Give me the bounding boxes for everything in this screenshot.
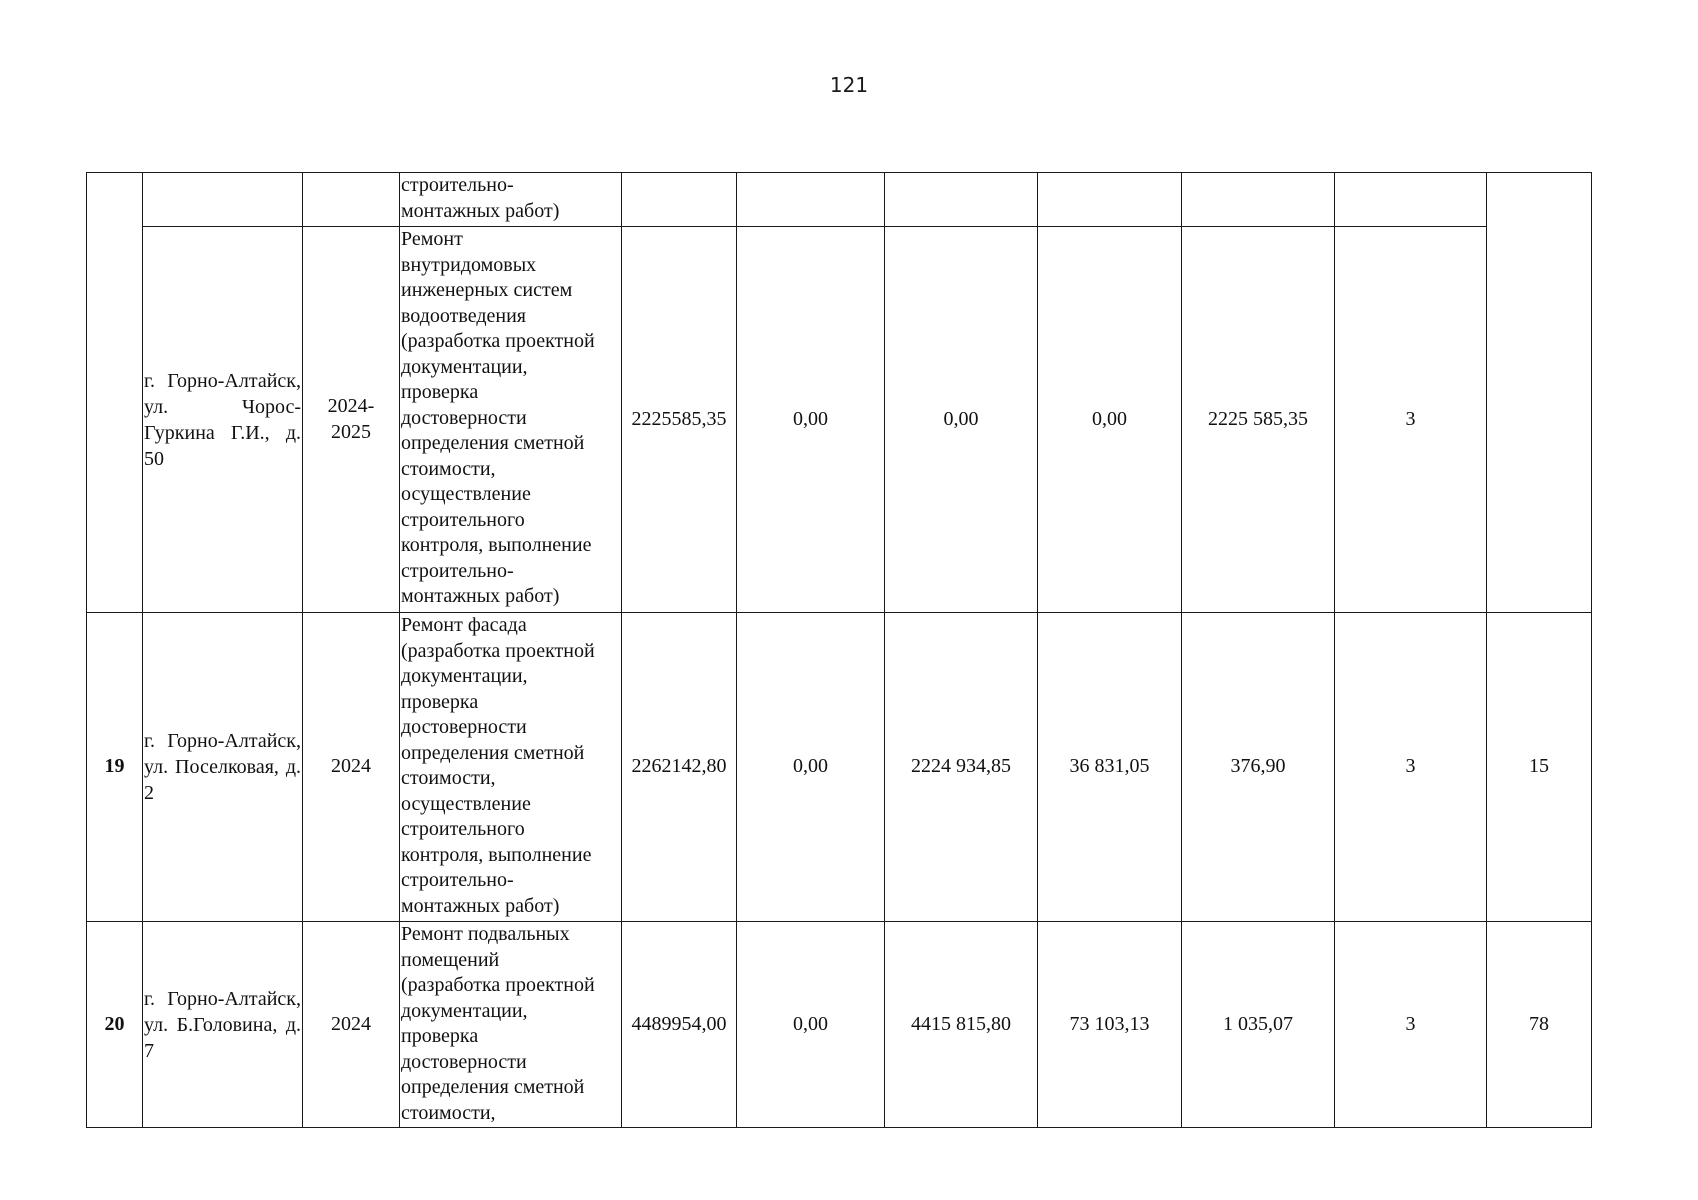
cost-cell-2: 0,00 [885,227,1038,613]
row-number-cell [87,173,143,613]
work-line: водоотведения [401,304,526,327]
cost-cell-2: 4415 815,80 [885,922,1038,1128]
work-line: монтажных работ) [401,894,560,917]
total-cost-cell: 2225585,35 [622,227,737,613]
row-number-cell: 19 [87,613,143,922]
row-number-cell: 20 [87,922,143,1128]
code-cell: 3 [1335,613,1487,922]
cost-cell-3 [1038,173,1182,227]
work-line: достоверности [401,716,527,738]
work-line: проверка [401,381,479,403]
work-line: инженерных систем [401,279,573,301]
work-line: проверка [401,690,479,713]
code-cell [1335,173,1487,227]
work-line: строительно- [401,869,514,891]
cost-cell-1: 0,00 [737,613,885,922]
work-description-cell [400,613,622,922]
cost-cell-1: 0,00 [737,922,885,1128]
total-cost-cell: 2262142,80 [622,613,737,922]
work-line: стоимости, [401,767,496,789]
table-row [87,227,1592,613]
cost-cell-1 [737,173,885,227]
work-line: монтажных работ) [401,585,560,607]
cost-cell-2 [885,173,1038,227]
work-line: контроля, выполнение [401,534,592,556]
work-line: определения сметной [401,741,585,764]
cost-cell-4: 2225 585,35 [1182,227,1335,613]
work-line: Ремонт фасада [401,614,527,636]
cost-cell-2: 2224 934,85 [885,613,1038,922]
address-cell: г. Горно-Алтайск, ул. Чорос-Гуркина Г.И., д. 50 [143,227,303,613]
code-cell: 3 [1335,227,1487,613]
work-line: стоимости, [401,1101,496,1124]
table-row [87,173,1592,227]
work-line: строительно- [401,174,514,196]
work-description-cell [400,227,622,613]
page-number: 121 [829,73,869,97]
work-line: (разработка проектной [401,330,595,352]
code-cell: 3 [1335,922,1487,1128]
address-cell: г. Горно-Алтайск, ул. Поселковая, д. 2 [143,613,303,922]
work-line: стоимости, [401,457,496,480]
period-cell [303,173,400,227]
count-cell: 78 [1487,922,1592,1128]
period-cell: 2024 [303,922,400,1128]
table-row [87,922,1592,1128]
work-line: осуществление [401,483,531,505]
work-line: (разработка проектной [401,974,595,996]
table-row [87,613,1592,922]
address-cell [143,173,303,227]
cost-cell-4 [1182,173,1335,227]
work-line: строительного [401,818,525,840]
work-line: строительно- [401,559,514,582]
cost-cell-3: 0,00 [1038,227,1182,613]
work-description-cell [400,173,622,227]
work-line: Ремонт подвальных [401,923,570,945]
cost-cell-4: 376,90 [1182,613,1335,922]
work-line: контроля, выполнение [401,843,592,866]
work-line: документации, [401,665,528,687]
work-description-cell [400,922,622,1128]
work-line: помещений [401,948,500,971]
period-cell: 2024 [303,613,400,922]
work-line: достоверности [401,1050,527,1073]
work-line: (разработка проектной [401,639,595,662]
work-line: проверка [401,1025,479,1047]
count-cell: 15 [1487,613,1592,922]
work-line: монтажных работ) [401,199,560,222]
cost-cell-3: 73 103,13 [1038,922,1182,1128]
cost-cell-4: 1 035,07 [1182,922,1335,1128]
works-table [86,172,1592,1128]
count-cell [1487,173,1592,613]
period-cell: 2024-2025 [303,227,400,613]
address-cell: г. Горно-Алтайск, ул. Б.Головина, д. 7 [143,922,303,1128]
work-line: определения сметной [401,432,585,454]
work-line: документации, [401,355,528,378]
work-line: осуществление [401,792,531,815]
work-line: Ремонт [401,228,463,250]
work-line: строительного [401,508,525,531]
work-line: определения сметной [401,1076,585,1098]
work-line: документации, [401,999,528,1022]
cost-cell-3: 36 831,05 [1038,613,1182,922]
total-cost-cell [622,173,737,227]
work-line: внутридомовых [401,253,537,276]
cost-cell-1: 0,00 [737,227,885,613]
work-line: достоверности [401,406,527,429]
total-cost-cell: 4489954,00 [622,922,737,1128]
